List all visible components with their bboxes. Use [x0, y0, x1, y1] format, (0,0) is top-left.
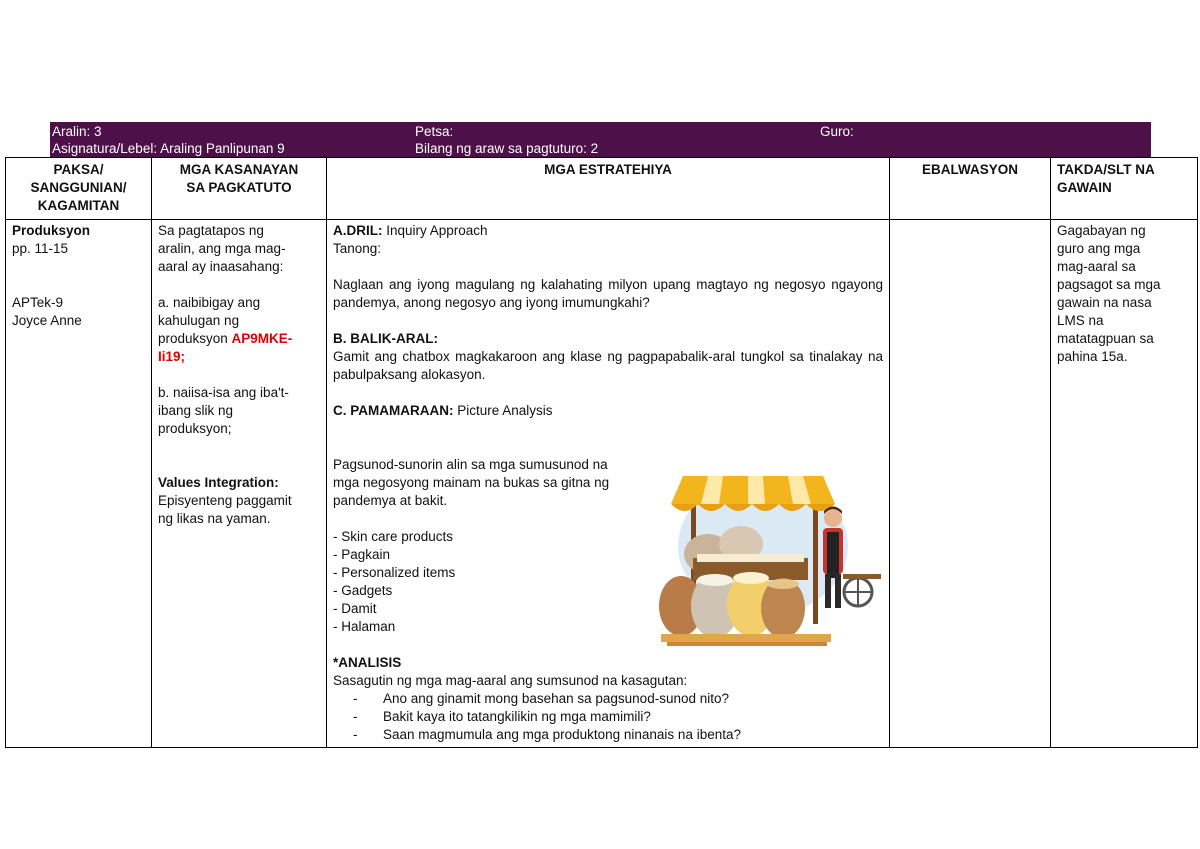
col-header-takda: TAKDA/SLT NA GAWAIN	[1051, 158, 1198, 220]
guro-label: Guro:	[820, 124, 854, 139]
ebalwasyon-cell	[890, 220, 1051, 748]
col-header-kasanayan: MGA KASANAYAN SA PAGKATUTO	[152, 158, 327, 220]
kasanayan-cell: Sa pagtatapos ng aralin, ang mga mag- aaral ay inaasahang: a. naibibigay ang kahulugan ng produksyon AP9MKE- Ii19; b. naiisa-isa ang iba't- ibang slik ng produksyon; Values Integration: Episyenteng paggamit ng likas na yaman.	[152, 220, 327, 748]
col-header-paksa: PAKSA/ SANGGUNIAN/ KAGAMITAN	[6, 158, 152, 220]
petsa-label: Petsa:	[415, 124, 454, 139]
teacher-name: Joyce Anne	[12, 313, 82, 328]
pamamaraan-label: C. PAMAMARAAN:	[333, 403, 454, 418]
col-header-ebalwasyon: EBALWASYON	[890, 158, 1051, 220]
takda-cell: Gagabayan ng guro ang mga mag-aaral sa pagsagot sa mga gawain na nasa LMS na matatagpuan sa pahina 15a.	[1051, 220, 1198, 748]
aralin-label: Aralin: 3	[52, 124, 102, 139]
paksa-cell	[6, 220, 152, 748]
list-item: - Ano ang ginamit mong basehan sa pagsunod-sunod nito?	[353, 691, 730, 706]
analisis-label: *ANALISIS	[333, 655, 402, 670]
values-integration-title: Values Integration:	[158, 475, 279, 490]
analisis-question-list	[333, 690, 883, 744]
balik-aral-label: B. BALIK-ARAL:	[333, 331, 438, 346]
topic-title: Produksyon	[12, 223, 91, 238]
estratehiya-cell: A.DRIL: Inquiry Approach Tanong: Naglaan ang iyong magulang ng kalahating milyon upang magtayo ng negosyo ngayong pandemya, anong negosyo ang iyong imumungkahi? B. BALIK-ARAL: Gamit ang chatbox magkakaroon ang klase ng pagpapabalik-aral tungkol sa tinalakay na pabulpaksang alokasyon. C. PAMAMARAAN: Picture Analysis Pagsunod-sunorin alin sa mga sumusunod na mga negosyong mainam na bukas sa gitna ng pandemya at bakit. - Skin care products - Pagkain - Personalized items - Gadgets - Damit - Halaman *ANALISIS Sasagutin ng mga mag-aaral ang sumsunod na kasagutan: - Ano ang ginamit mong basehan sa pagsunod-sunod nito? - Bakit kaya ito tatangkilikin ng mga mamimili? - Saan magmumula ang mga produktong ninanais na ibenta?	[327, 220, 890, 748]
table-body-row	[6, 220, 1198, 748]
pages-ref: pp. 11-15	[12, 241, 69, 256]
bilang-label: Bilang ng araw sa pagtuturo: 2	[415, 141, 599, 156]
lesson-header-bar	[50, 122, 1151, 157]
col-header-estratehiya: MGA ESTRATEHIYA	[327, 158, 890, 220]
option-item: - Halaman	[333, 619, 396, 634]
list-item: - Saan magmumula ang mga produktong ninanais na ibenta?	[353, 727, 741, 742]
dril-label: A.DRIL:	[333, 223, 383, 238]
list-item: - Bakit kaya ito tatangkilikin ng mga mamimili?	[353, 709, 651, 724]
dril-question: Naglaan ang iyong magulang ng kalahating milyon upang magtayo ng negosyo ngayong pandemya, anong negosyo ang iyong imumungkahi?	[333, 277, 883, 310]
option-item: - Pagkain	[333, 547, 391, 562]
option-item: - Gadgets	[333, 583, 393, 598]
option-item: - Skin care products	[333, 529, 454, 544]
asignatura-label: Asignatura/Lebel: Araling Panlipunan 9	[52, 141, 285, 156]
option-item: - Damit	[333, 601, 377, 616]
lesson-plan-table	[5, 157, 1198, 748]
course-code: APTek-9	[12, 295, 64, 310]
market-stall-illustration	[653, 456, 885, 656]
table-header-row	[6, 158, 1198, 220]
option-item: - Personalized items	[333, 565, 456, 580]
competency-code: AP9MKE-	[231, 331, 293, 346]
